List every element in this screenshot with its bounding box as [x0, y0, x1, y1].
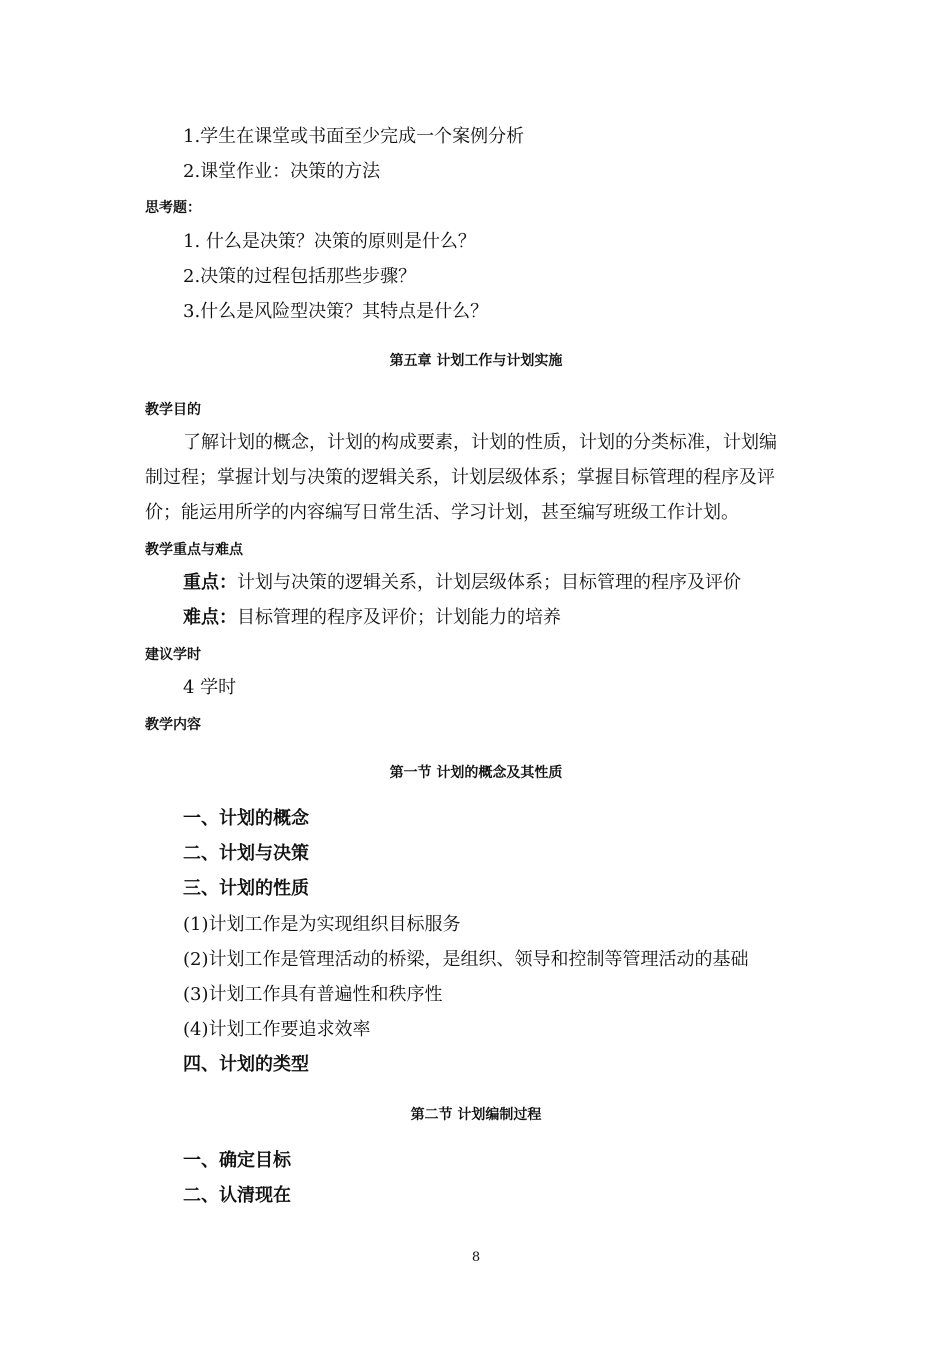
section1-heading-3: 三、计划的性质 — [183, 878, 309, 899]
key-point — [183, 571, 741, 595]
objectives-line-3: 价；能运用所学的内容编写日常生活、学习计划，甚至编写班级工作计划。 — [145, 502, 739, 523]
section1-title: 第一节 计划的概念及其性质 — [389, 765, 563, 781]
difficult-point-label: 难点： — [183, 607, 237, 628]
section1-heading-1: 一、计划的概念 — [183, 808, 309, 829]
homework-item-2: 2.课堂作业：决策的方法 — [183, 161, 381, 182]
objectives-label: 教学目的 — [145, 402, 201, 418]
keypoints-label: 教学重点与难点 — [145, 542, 243, 558]
content-label: 教学内容 — [145, 717, 201, 733]
section2-heading-1: 一、确定目标 — [183, 1150, 291, 1171]
page-number: 8 — [471, 1250, 481, 1265]
objectives-line-1: 了解计划的概念，计划的构成要素，计划的性质，计划的分类标准，计划编 — [183, 432, 777, 453]
section2-title: 第二节 计划编制过程 — [410, 1107, 542, 1123]
difficult-point-text: 目标管理的程序及评价；计划能力的培养 — [237, 607, 561, 628]
questions-label: 思考题： — [145, 200, 201, 216]
question-1: 1. 什么是决策？决策的原则是什么？ — [183, 231, 476, 252]
section2-heading-2: 二、认清现在 — [183, 1185, 291, 1206]
chapter-title: 第五章 计划工作与计划实施 — [389, 353, 563, 369]
section1-item-2: (2)计划工作是管理活动的桥梁，是组织、领导和控制等管理活动的基础 — [183, 949, 749, 970]
question-2: 2.决策的过程包括那些步骤？ — [183, 266, 417, 287]
objectives-line-2: 制过程；掌握计划与决策的逻辑关系，计划层级体系；掌握目标管理的程序及评 — [145, 467, 775, 488]
key-point-label: 重点： — [183, 572, 237, 593]
section1-item-4: (4)计划工作要追求效率 — [183, 1019, 371, 1040]
section1-item-3: (3)计划工作具有普遍性和秩序性 — [183, 984, 443, 1005]
hours-value: 4 学时 — [183, 677, 237, 698]
hours-label: 建议学时 — [145, 647, 201, 663]
section1-item-1: (1)计划工作是为实现组织目标服务 — [183, 914, 461, 935]
difficult-point — [183, 606, 561, 630]
key-point-text: 计划与决策的逻辑关系，计划层级体系；目标管理的程序及评价 — [237, 572, 741, 593]
homework-item-1: 1.学生在课堂或书面至少完成一个案例分析 — [183, 126, 525, 147]
section1-heading-2: 二、计划与决策 — [183, 843, 309, 864]
section1-heading-4: 四、计划的类型 — [183, 1054, 309, 1075]
question-3: 3.什么是风险型决策？其特点是什么？ — [183, 301, 489, 322]
